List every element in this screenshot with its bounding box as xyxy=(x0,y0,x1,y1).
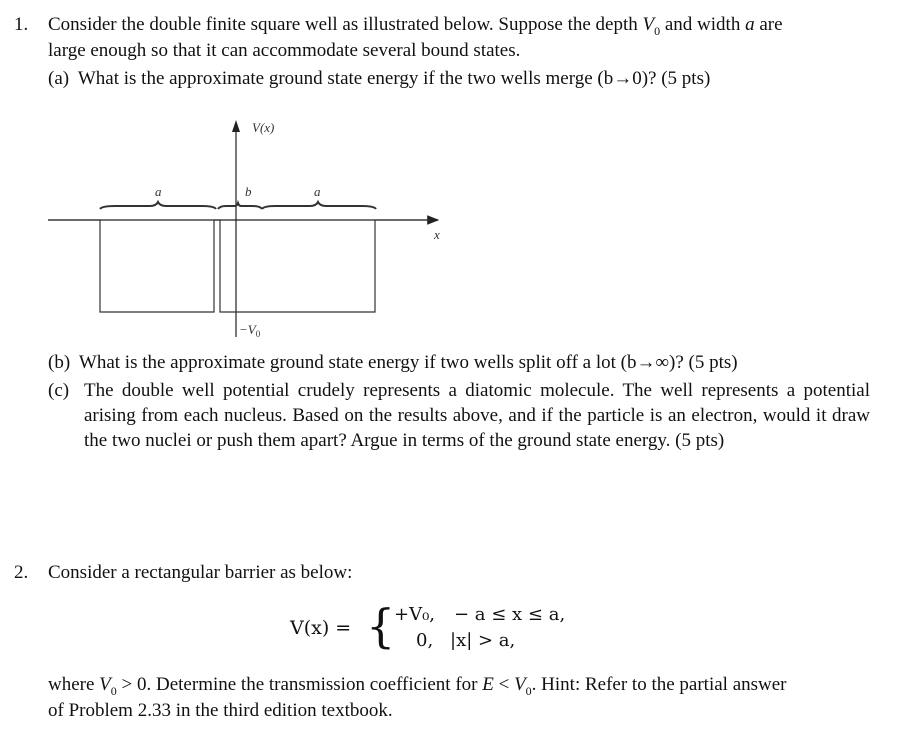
y-axis-label: V(x) xyxy=(252,120,275,135)
problem-2-intro: Consider a rectangular barrier as below: xyxy=(48,562,353,583)
well-outline xyxy=(48,220,430,312)
text-span: and width xyxy=(660,14,746,35)
part-b-text: What is the approximate ground state energy if two wells split off a lot (b→∞)? (5 pts) xyxy=(78,352,738,373)
problem-2-conclusion-line-2: of Problem 2.33 in the third edition textbook. xyxy=(48,700,393,721)
problem-2-number: 2. xyxy=(14,562,29,583)
depth-label: $-V_0$ xyxy=(239,322,261,339)
var-a: a xyxy=(745,14,755,35)
part-c-label: (c) xyxy=(48,380,70,401)
case-1-condition: − a ≤ x ≤ a, xyxy=(454,604,566,625)
problem-1-number: 1. xyxy=(14,14,29,35)
right-width-brace xyxy=(262,202,376,209)
part-a-label: (a) xyxy=(48,68,70,89)
case-1-value: +V₀, xyxy=(394,604,436,625)
case-2-value: 0, xyxy=(416,630,434,651)
left-width-label: a xyxy=(155,184,162,199)
part-c-text: The double well potential crudely represents a diatomic molecule. The well represents a potential arising from each nucleus. Based on the results above, and if the particle is an electron, would it draw the two nuclei or push them apart? Argue in terms of the ground state energy. (5 pts) xyxy=(84,380,870,451)
var-E: E xyxy=(482,674,494,695)
text-span: Consider the double finite square well as illustrated below. Suppose the depth xyxy=(48,14,643,35)
case-2-condition: |x| > a, xyxy=(450,630,516,651)
var-V0: $V_0$ xyxy=(642,14,661,38)
gap-label: b xyxy=(245,184,252,199)
problem-2-conclusion-line-1: where $V_0 > 0$. Determine the transmission coefficient for $E < V_0$. Hint: Refer to the partial answer xyxy=(48,674,787,698)
text-span: are xyxy=(754,14,783,35)
double-well-diagram xyxy=(40,112,460,347)
right-width-label: a xyxy=(314,184,321,199)
var-V0: $V_0$ xyxy=(514,674,532,698)
equation-lhs: V(x) = xyxy=(290,617,352,639)
gap-brace xyxy=(218,203,262,209)
left-brace: { xyxy=(366,599,396,653)
left-width-brace xyxy=(100,202,216,209)
part-a xyxy=(48,68,710,90)
x-axis-label: x xyxy=(434,227,440,242)
var-V0: $V_0$ xyxy=(99,674,117,698)
barrier-equation xyxy=(290,600,610,656)
part-b-label: (b) xyxy=(48,352,71,373)
y-axis-arrow xyxy=(232,120,240,132)
problem-1-intro-line-2: large enough so that it can accommodate several bound states. xyxy=(48,40,521,61)
part-a-text: What is the approximate ground state energy if the two wells merge (b→0)? (5 pts) xyxy=(77,68,711,89)
part-b xyxy=(48,352,738,374)
problem-1-intro-line-1 xyxy=(48,14,783,42)
